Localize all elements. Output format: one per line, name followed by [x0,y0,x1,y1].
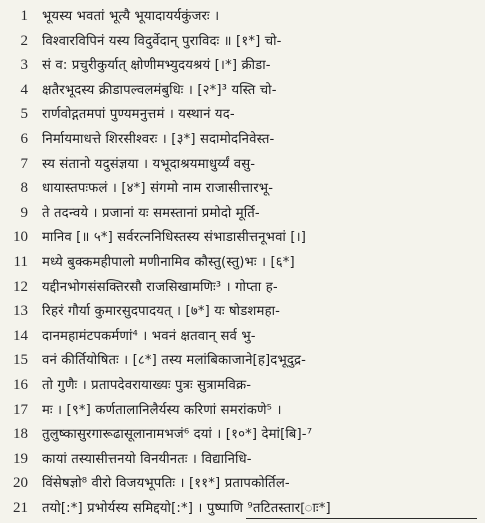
line-text: भूयस्य भवतां भूत्यै भूयादायर्यकुंजरः । [42,9,220,24]
inscription-line [6,203,475,228]
line-number: 21 [13,499,28,516]
line-number: 14 [13,327,28,344]
line-text: क्षतैरभूदस्य क्रीडापल्वलमंबुधिः । [२*]³ यस्ति चो- [42,82,277,98]
line-number: 18 [13,426,28,443]
line-number: 6 [20,130,28,147]
line-number: 2 [20,32,28,49]
inscription-line [6,104,475,129]
line-text: वनं कीर्तियोषितः । [८*] तस्य मलांबिकाजाने[ह]दभूदुद्र- [42,353,307,369]
line-number: 4 [20,81,28,98]
line-text: रार्णवोद्गतमपां पुण्यमनुत्तमं । यस्थानं यद- [42,107,235,123]
inscription-line [6,301,475,326]
inscription-line [6,178,475,203]
line-text: यद्दीनभोगसंसक्तिरसौ राजसिखामणिः³ । गोप्ता ह- [42,279,278,295]
line-text: मानिव [॥ ५*] सर्वरत्ननिधिस्तस्य संभाडासीत्तनूभवां [।] [42,230,307,246]
inscription-lines [6,6,475,522]
line-text: विश्वारविपिनं यस्य विदुर्वेदान् पुराविदः ॥ [१*] चो- [42,33,282,49]
line-text: तो गुणैः । प्रतापदेवरायाख्यः पुत्रः सुत्रामविक्र- [42,377,252,393]
inscription-line [6,326,475,351]
line-number: 13 [13,303,28,320]
line-number: 3 [20,57,28,74]
line-text: तयो[:*] प्रभोर्यस्य समिद्दयो[:*] । पुष्पाणि ⁹तटितस्तार[ाः*] [42,500,331,516]
inscription-line [6,31,475,56]
inscription-line [6,227,475,252]
line-text: स्य संतानो यदुसंज्ञया । यभूदाश्रयमाधुर्य्यं वसु- [42,156,256,172]
line-number: 11 [13,253,28,270]
inscription-line [6,449,475,474]
inscription-line [6,375,475,400]
line-number: 16 [13,376,28,393]
line-text: तुलुष्कासुरगारूढासूलानामभजं⁶ दयां । [१०*] देमां[बि]-⁷ [42,427,313,443]
line-number: 20 [13,475,28,492]
line-text: मध्ये बुक्कमहीपालो मणीनामिव कौस्तु(स्तु)भः । [६*] [42,254,295,270]
line-text: विंसेषज्ञो⁸ वीरो विजयभूपतिः । [११*] प्रतापकोर्तिल- [42,476,290,492]
line-number: 5 [20,106,28,123]
line-number: 10 [13,229,28,246]
line-number: 17 [13,401,28,418]
line-number: 15 [13,352,28,369]
inscription-line [6,424,475,449]
line-number: 1 [20,8,28,24]
line-number: 7 [20,155,28,172]
line-text: कायां तस्यासीत्तनयो विनयीनतः । विद्यानिधि- [42,451,252,467]
inscription-line [6,473,475,498]
line-text: ते तदन्वये । प्रजानां यः समस्तानां प्रमोदो मूर्ति- [42,205,260,221]
inscription-line [6,252,475,277]
line-text: धायास्तपःफलं । [४*] संगमो नाम राजासीत्तारभू- [42,181,274,197]
inscription-line [6,350,475,375]
line-text: रिहरं गौर्या कुमारसुदपादयत् । [७*] यः षोडशमहा- [42,304,281,320]
inscription-line [6,55,475,80]
inscription-line [6,154,475,179]
line-text: मः । [९*] कर्णतालानिलैर्यस्य करिणां समरांकणे⁵ । [42,402,282,418]
line-number: 8 [20,180,28,197]
inscription-line [6,400,475,425]
inscription-line [6,6,475,31]
line-number: 9 [20,204,28,221]
line-number: 12 [13,278,28,295]
line-text: निर्मायमाधत्ते शिरसीश्वरः । [३*] सदामोदनिवेस्त- [42,131,275,147]
line-text: दानमहामंटपकर्मणां⁴ । भवनं क्षतवान् सर्व भु- [42,328,256,344]
bottom-rule [246,518,477,519]
line-text: सं व: प्रचुरीकुर्यात् क्षोणीमभ्युदयश्रयं [।*] क्रीडा- [42,58,271,74]
inscription-line [6,80,475,105]
inscription-line [6,129,475,154]
line-number: 19 [13,450,28,467]
inscription-line [6,277,475,302]
